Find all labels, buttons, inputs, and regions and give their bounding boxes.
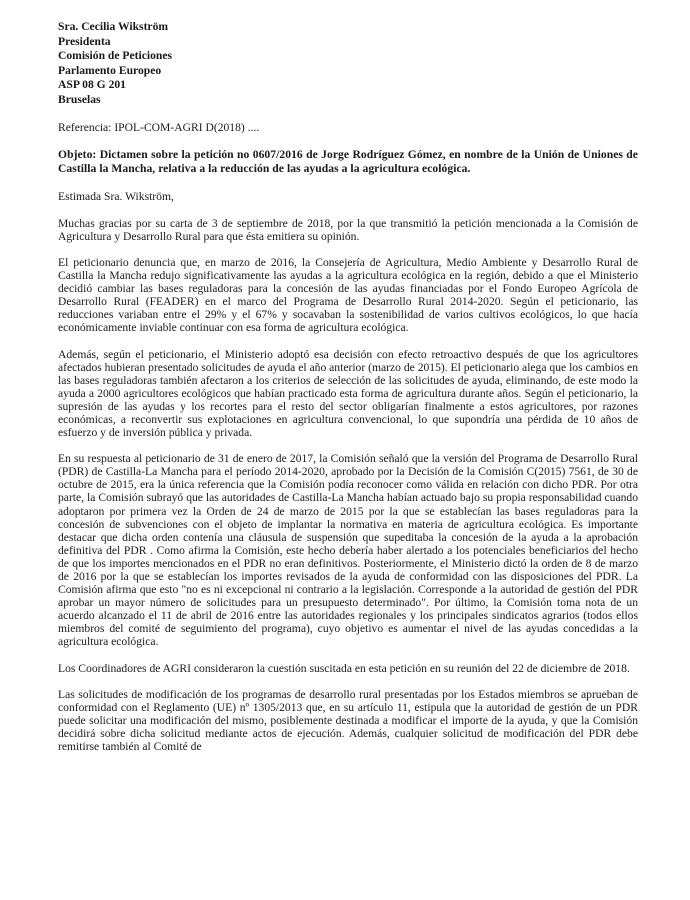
recipient-committee: Comisión de Peticiones [58,49,172,63]
recipient-institution: Parlamento Europeo [58,63,162,77]
recipient-office: ASP 08 G 201 [58,78,126,92]
paragraph-commission-response: En su respuesta al peticionario de 31 de enero de 2017, la Comisión señaló que la versión del Programa de Desarrollo Rural (PDR) de Castilla-La Mancha para el período 2014-2020, aprobado por la Decisión de la Comisión C(2015) 7561, de 30 de octubre de 2015, era la única referencia que la Comisión podía reconocer como válida en relación con dicho PDR. Por otra parte, la Comisión subrayó que las autoridades de Castilla-La Mancha habían actuado bajo su propia responsabilidad cuando adoptaron por primera vez la Orden de 24 de marzo de 2015 por la que se establecían las bases reguladoras para la concesión de subvenciones con el objeto de implantar la normativa en materia de agricultura ecológica. Es importante destacar que dicha orden contenía una cláusula de suspensión que supeditaba la concesión de la ayuda a la aprobación definitiva del PDR . Como afirma la Comisión, este hecho debería haber alertado a los potenciales beneficiarios del hecho de que los importes mencionados en el PDR no eran definitivos. Posteriormente, el Ministerio dictó la orden de 8 de marzo de 2016 por la que se establecían los importes revisados de la ayuda de conformidad con las disposiciones del PDR. La Comisión afirma que esto "no es ni excepcional ni contrario a la legislación. Corresponde a la autoridad de gestión del PDR aprobar un mayor número de solicitudes para un presupuesto determinado". Por último, la Comisión toma nota de un acuerdo alcanzado el 11 de abril de 2016 entre las autoridades regionales y los principales sindicatos agrarios (todos ellos miembros del comité de seguimiento del programa), cuyo objetivo es aumentar el nivel de las ayudas concedidas a la agricultura ecológica. [58,452,638,649]
paragraph-complaint: El peticionario denuncia que, en marzo de 2016, la Consejería de Agricultura, Medio Ambiente y Desarrollo Rural de Castilla la Mancha redujo significativamente las ayudas a la agricultura ecológica en la región, debido a que el Ministerio decidió cambiar las bases reguladoras para la concesión de las ayudas financiadas por el Fondo Europeo Agrícola de Desarrollo Rural (FEADER) en el marco del Programa de Desarrollo Rural 2014-2020. Según el peticionario, las reducciones variaban entre el 29% y el 67% y socavaban la sostenibilidad de varios cultivos ecológicos, lo que hacía económicamente inviable continuar con esa forma de agricultura ecológica. [58,255,638,335]
greeting: Estimada Sra. Wikström, [58,189,174,203]
reference-line: Referencia: IPOL-COM-AGRI D(2018) .... [58,120,260,134]
paragraph-modification-requests: Las solicitudes de modificación de los programas de desarrollo rural presentadas por los Estados miembros se aprueban de conformidad con el Reglamento (UE) nº 1305/2013 que, en su artículo 11, estipula que la autoridad de gestión de un PDR puede solicitar una modificación del mismo, posiblemente destinada a modificar el importe de la ayuda, y que la Comisión decidirá sobre dicha solicitud mediante actos de ejecución. Además, cualquier solicitud de modificación del PDR debe remitirse también al Comité de [58,687,638,754]
recipient-title: Presidenta [58,34,111,48]
letter-page [58,20,638,766]
paragraph-retroactive: Además, según el peticionario, el Ministerio adoptó esa decisión con efecto retroactivo después de que los agricultores afectados hubieran presentado solicitudes de ayuda el año anterior (marzo de 2015). El peticionario alega que los cambios en las bases reguladoras también afectaron a los criterios de selección de las solicitudes de ayuda, eliminando, de este modo la ayuda a 2000 agricultores ecológicos que habían practicado esta forma de agricultura durante años. Según el peticionario, la supresión de las ayudas y los recortes para el resto del sector obligarían finalmente a estos agricultores, por razones económicas, a reconvertir sus explotaciones en agricultura convencional, lo que supondría una pérdida de 10 años de esfuerzo y de inversión pública y privada. [58,347,638,440]
recipient-city: Bruselas [58,92,101,106]
recipient-address [58,20,638,108]
paragraph-thanks: Muchas gracias por su carta de 3 de septiembre de 2018, por la que transmitió la petición mencionada a la Comisión de Agricultura y Desarrollo Rural para que ésta emitiera su opinión. [58,216,638,243]
subject-line: Objeto: Dictamen sobre la petición no 0607/2016 de Jorge Rodríguez Gómez, en nombre de la Unión de Uniones de Castilla la Mancha, relativa a la reducción de las ayudas a la agricultura ecológica. [58,147,638,176]
recipient-name: Sra. Cecilia Wikström [58,20,169,33]
paragraph-coordinators: Los Coordinadores de AGRI consideraron la cuestión suscitada en esta petición en su reunión del 22 de diciembre de 2018. [58,661,630,675]
